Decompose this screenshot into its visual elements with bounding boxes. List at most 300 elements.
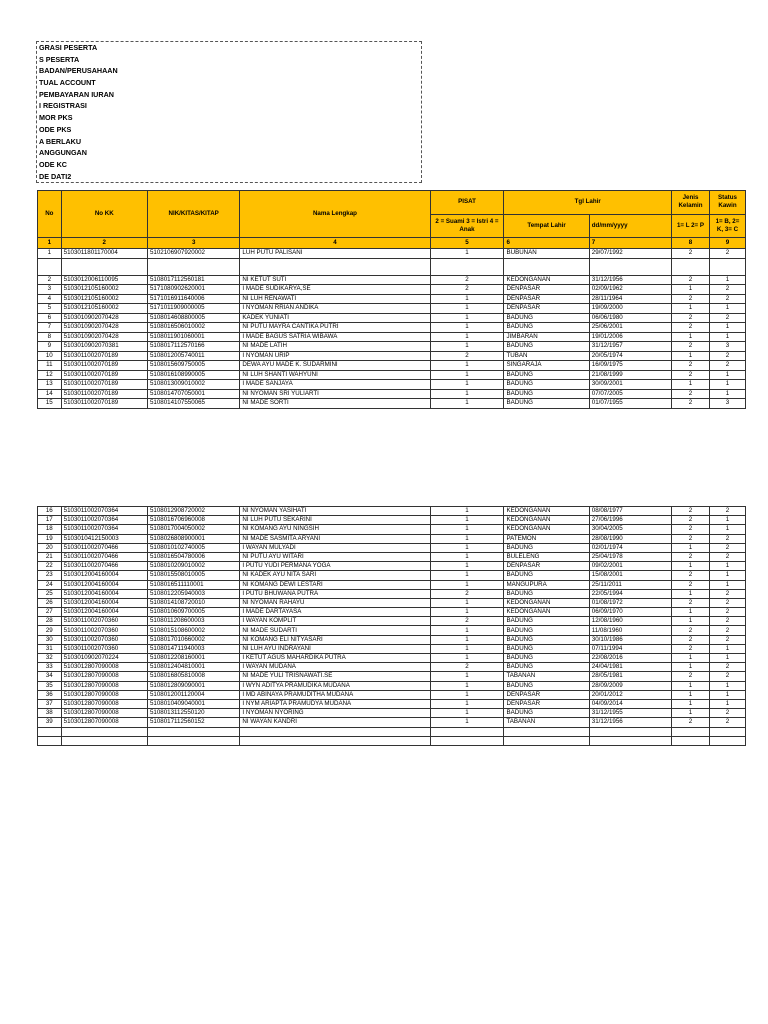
cell-tgl-lahir: 30/09/2001 <box>589 380 671 390</box>
info-label: ODE KC <box>39 159 67 169</box>
cell-jenis-kelamin: 1 <box>671 654 709 663</box>
cell-pisat: 1 <box>430 626 504 635</box>
cell-tempat-lahir: DENPASAR <box>504 562 589 571</box>
cell-nama: I NYOMAN URIP <box>240 351 430 361</box>
cell-status-kawin: 1 <box>709 580 745 589</box>
cell-status-kawin: 2 <box>709 313 745 323</box>
cell-jenis-kelamin: 2 <box>671 672 709 681</box>
cell-jenis-kelamin: 1 <box>671 380 709 390</box>
cell-nik: 5108010409040001 <box>147 699 239 708</box>
table-row <box>38 672 746 681</box>
column-number: 6 <box>504 238 589 249</box>
cell-tempat-lahir: BADUNG <box>504 663 589 672</box>
cell-no: 28 <box>38 617 62 626</box>
table-row <box>38 285 746 295</box>
table-row <box>38 361 746 371</box>
cell-status-kawin: 2 <box>709 709 745 718</box>
info-label: ANGGUNGAN <box>39 148 87 158</box>
participant-table-part1 <box>37 190 746 409</box>
cell-tempat-lahir: DENPASAR <box>504 690 589 699</box>
cell-tgl-lahir: 07/07/2005 <box>589 389 671 399</box>
cell-nik: 5108011901060001 <box>147 332 239 342</box>
cell-no: 17 <box>38 516 62 525</box>
cell-nik: 5108015108600002 <box>147 626 239 635</box>
cell-no-kk: 5103011002070364 <box>61 525 147 534</box>
cell-pisat: 2 <box>430 663 504 672</box>
column-number: 1 <box>38 238 62 249</box>
table-row <box>38 562 746 571</box>
cell-nik: 5108016805810008 <box>147 672 239 681</box>
cell-status-kawin: 1 <box>709 516 745 525</box>
cell-no: 10 <box>38 351 62 361</box>
cell-tgl-lahir: 04/09/2014 <box>589 699 671 708</box>
cell-nik: 5108010209010002 <box>147 562 239 571</box>
info-label: BADAN/PERUSAHAAN <box>39 66 118 76</box>
cell-tgl-lahir: 28/05/1981 <box>589 672 671 681</box>
cell-nama: NI PUTU AYU WITARI <box>240 552 430 561</box>
cell-nama: I MADE DARTAYASA <box>240 608 430 617</box>
cell-nik: 5108011208600003 <box>147 617 239 626</box>
cell-status-kawin: 2 <box>709 351 745 361</box>
cell-status-kawin: 1 <box>709 644 745 653</box>
cell-tempat-lahir: BADUNG <box>504 370 589 380</box>
cell-tempat-lahir: BADUNG <box>504 323 589 333</box>
cell-nama: I PUTU BHUWANA PUTRA <box>240 589 430 598</box>
cell-nama: I MD ABINAYA PRAMUDITHA MUDANA <box>240 690 430 699</box>
cell-no-kk: 5103012807090008 <box>61 681 147 690</box>
cell-tempat-lahir: TUBAN <box>504 351 589 361</box>
table-row <box>38 663 746 672</box>
cell-no-kk: 5103012807090008 <box>61 709 147 718</box>
header-nik: NIK/KITAS/KITAP <box>147 191 239 238</box>
cell-tgl-lahir: 19/09/2000 <box>589 304 671 314</box>
cell-no-kk: 5103012006110095 <box>61 275 147 285</box>
cell-nik: 5108017112560181 <box>147 275 239 285</box>
cell-no-kk: 5103012807090008 <box>61 690 147 699</box>
blank-cell <box>147 258 239 275</box>
cell-tempat-lahir: KEDONGANAN <box>504 507 589 516</box>
cell-jenis-kelamin: 1 <box>671 709 709 718</box>
cell-pisat: 1 <box>430 525 504 534</box>
cell-nik: 5108012205940003 <box>147 589 239 598</box>
cell-jenis-kelamin: 2 <box>671 525 709 534</box>
cell-nik: 5108013009010002 <box>147 380 239 390</box>
cell-no: 6 <box>38 313 62 323</box>
cell-status-kawin: 1 <box>709 323 745 333</box>
cell-jenis-kelamin: 2 <box>671 718 709 727</box>
table-row <box>38 598 746 607</box>
cell-tgl-lahir: 29/07/1992 <box>589 249 671 259</box>
cell-tempat-lahir: DENPASAR <box>504 304 589 314</box>
cell-no-kk: 5103011002070466 <box>61 562 147 571</box>
cell-nik: 5108026808900001 <box>147 534 239 543</box>
cell-nama: NI MADE SASMITA ARYANI <box>240 534 430 543</box>
cell-jenis-kelamin: 1 <box>671 690 709 699</box>
cell-status-kawin: 2 <box>709 589 745 598</box>
cell-tempat-lahir: KEDONGANAN <box>504 525 589 534</box>
cell-nama: I MADE SANJAYA <box>240 380 430 390</box>
cell-nik: 5108012404810001 <box>147 663 239 672</box>
header-jenis-kelamin: Jenis Kelamin <box>671 191 709 215</box>
cell-nik: 5108012208160001 <box>147 654 239 663</box>
cell-tgl-lahir: 08/08/1977 <box>589 507 671 516</box>
cell-tgl-lahir: 30/10/1986 <box>589 635 671 644</box>
cell-jenis-kelamin: 1 <box>671 681 709 690</box>
cell-nik: 5108010102740005 <box>147 543 239 552</box>
cell-no-kk: 5103012004160004 <box>61 580 147 589</box>
cell-no-kk: 5103012807090008 <box>61 672 147 681</box>
cell-no-kk: 5103011002070189 <box>61 361 147 371</box>
blank-cell <box>147 727 239 736</box>
cell-nama: LUH PUTU PALISANI <box>240 249 430 259</box>
cell-pisat: 1 <box>430 699 504 708</box>
cell-nama: NI MADE SUDARTI <box>240 626 430 635</box>
cell-status-kawin: 2 <box>709 626 745 635</box>
blank-cell <box>504 727 589 736</box>
cell-nik: 5108013112550120 <box>147 709 239 718</box>
cell-jenis-kelamin: 2 <box>671 313 709 323</box>
blank-cell <box>430 258 504 275</box>
cell-jenis-kelamin: 2 <box>671 361 709 371</box>
cell-status-kawin: 1 <box>709 380 745 390</box>
cell-no: 5 <box>38 304 62 314</box>
column-number: 4 <box>240 238 430 249</box>
cell-pisat: 1 <box>430 543 504 552</box>
blank-cell <box>240 736 430 745</box>
cell-jenis-kelamin: 2 <box>671 323 709 333</box>
cell-nama: I NYOMAN RRIAN ANDIKA <box>240 304 430 314</box>
cell-no: 27 <box>38 608 62 617</box>
blank-cell <box>61 258 147 275</box>
blank-row <box>38 736 746 745</box>
table-body-part2 <box>38 507 746 746</box>
cell-no-kk: 5103012004160004 <box>61 608 147 617</box>
cell-no-kk: 5103012807090008 <box>61 718 147 727</box>
cell-nik: 5108017010660002 <box>147 635 239 644</box>
cell-pisat: 1 <box>430 598 504 607</box>
cell-pisat: 1 <box>430 342 504 352</box>
cell-nama: I WAYAN MULYADI <box>240 543 430 552</box>
cell-pisat: 1 <box>430 323 504 333</box>
cell-nama: NI LUH SHANTI WAHYUNI <box>240 370 430 380</box>
cell-no-kk: 5103011002070466 <box>61 543 147 552</box>
cell-pisat: 1 <box>430 608 504 617</box>
cell-no: 29 <box>38 626 62 635</box>
header-tgl-lahir: Tgl Lahir <box>504 191 671 215</box>
info-label: I REGISTRASI <box>39 101 87 111</box>
blank-cell <box>671 258 709 275</box>
cell-no: 4 <box>38 294 62 304</box>
cell-no: 22 <box>38 562 62 571</box>
cell-nama: NI LUH PUTU SEKARINI <box>240 516 430 525</box>
cell-no: 20 <box>38 543 62 552</box>
blank-cell <box>709 727 745 736</box>
cell-jenis-kelamin: 2 <box>671 275 709 285</box>
cell-tgl-lahir: 15/08/2001 <box>589 571 671 580</box>
cell-no: 30 <box>38 635 62 644</box>
cell-jenis-kelamin: 1 <box>671 351 709 361</box>
cell-tempat-lahir: KEDONGANAN <box>504 516 589 525</box>
cell-jenis-kelamin: 2 <box>671 294 709 304</box>
cell-pisat: 2 <box>430 285 504 295</box>
cell-nama: NI KOMANG AYU NINGSIH <box>240 525 430 534</box>
cell-tgl-lahir: 06/06/1980 <box>589 313 671 323</box>
cell-tgl-lahir: 25/06/2001 <box>589 323 671 333</box>
cell-no: 32 <box>38 654 62 663</box>
cell-no: 37 <box>38 699 62 708</box>
cell-nik: 5108016706960008 <box>147 516 239 525</box>
cell-nama: I NYOMAN NYORING <box>240 709 430 718</box>
table-row <box>38 552 746 561</box>
blank-cell <box>430 727 504 736</box>
cell-no: 34 <box>38 672 62 681</box>
cell-nik: 5108012005740011 <box>147 351 239 361</box>
blank-row <box>38 727 746 736</box>
cell-no: 18 <box>38 525 62 534</box>
header-sk-sub: 1= B, 2= K, 3= C <box>709 214 745 238</box>
cell-status-kawin: 1 <box>709 332 745 342</box>
cell-tempat-lahir: BADUNG <box>504 342 589 352</box>
cell-pisat: 1 <box>430 332 504 342</box>
table-row <box>38 370 746 380</box>
cell-tempat-lahir: BULELENG <box>504 552 589 561</box>
blank-cell <box>589 258 671 275</box>
cell-no-kk: 5103010902070224 <box>61 654 147 663</box>
cell-pisat: 1 <box>430 516 504 525</box>
header-no: No <box>38 191 62 238</box>
blank-cell <box>38 736 62 745</box>
header-pisat-sub: 2 = Suami 3 = Istri 4 = Anak <box>430 214 504 238</box>
table-row <box>38 699 746 708</box>
info-label: ODE PKS <box>39 124 72 134</box>
cell-tempat-lahir: BADUNG <box>504 389 589 399</box>
cell-pisat: 1 <box>430 399 504 409</box>
cell-jenis-kelamin: 1 <box>671 617 709 626</box>
cell-tgl-lahir: 01/08/1972 <box>589 598 671 607</box>
cell-tempat-lahir: KEDONGANAN <box>504 598 589 607</box>
cell-pisat: 1 <box>430 361 504 371</box>
cell-jenis-kelamin: 2 <box>671 580 709 589</box>
cell-nik: 5108016108990005 <box>147 370 239 380</box>
cell-no-kk: 5103011002070364 <box>61 516 147 525</box>
cell-pisat: 1 <box>430 709 504 718</box>
column-number: 9 <box>709 238 745 249</box>
table-row <box>38 275 746 285</box>
cell-tgl-lahir: 31/12/1955 <box>589 709 671 718</box>
cell-no-kk: 5103011002070360 <box>61 626 147 635</box>
cell-tempat-lahir: DENPASAR <box>504 699 589 708</box>
cell-tempat-lahir: DENPASAR <box>504 285 589 295</box>
cell-jenis-kelamin: 2 <box>671 626 709 635</box>
cell-nik: 5108012908720002 <box>147 507 239 516</box>
cell-pisat: 2 <box>430 275 504 285</box>
cell-tempat-lahir: TABANAN <box>504 718 589 727</box>
header-nama: Nama Lengkap <box>240 191 430 238</box>
cell-nama: NI MADE LATIH <box>240 342 430 352</box>
cell-jenis-kelamin: 1 <box>671 332 709 342</box>
info-label-list <box>37 42 421 182</box>
cell-nik: 5108017112570166 <box>147 342 239 352</box>
cell-tempat-lahir: BADUNG <box>504 709 589 718</box>
cell-tempat-lahir: BADUNG <box>504 654 589 663</box>
cell-no: 13 <box>38 380 62 390</box>
cell-no: 33 <box>38 663 62 672</box>
cell-no-kk: 5103011002070189 <box>61 380 147 390</box>
cell-no: 2 <box>38 275 62 285</box>
header-pisat: PISAT <box>430 191 504 215</box>
column-number: 5 <box>430 238 504 249</box>
cell-tgl-lahir: 07/11/1994 <box>589 644 671 653</box>
participant-table-part2 <box>37 506 746 746</box>
cell-nik: 5108012809090001 <box>147 681 239 690</box>
cell-status-kawin: 2 <box>709 249 745 259</box>
cell-tgl-lahir: 24/04/1981 <box>589 663 671 672</box>
cell-nama: I WYN ADITYA PRAMUDIKA MUDANA <box>240 681 430 690</box>
cell-tempat-lahir: BADUNG <box>504 589 589 598</box>
cell-no-kk: 5103011002070360 <box>61 635 147 644</box>
cell-tgl-lahir: 30/04/2005 <box>589 525 671 534</box>
cell-status-kawin: 1 <box>709 681 745 690</box>
cell-tempat-lahir: BADUNG <box>504 571 589 580</box>
cell-no: 19 <box>38 534 62 543</box>
cell-no-kk: 5103011002070189 <box>61 370 147 380</box>
table-row <box>38 249 746 259</box>
table-row <box>38 294 746 304</box>
table-row <box>38 608 746 617</box>
cell-tgl-lahir: 16/09/1975 <box>589 361 671 371</box>
blank-cell <box>709 736 745 745</box>
info-label: MOR PKS <box>39 113 73 123</box>
table-row <box>38 718 746 727</box>
cell-nama: NI LUH RENAWATI <box>240 294 430 304</box>
cell-tempat-lahir: BADUNG <box>504 635 589 644</box>
cell-no-kk: 5103012105160002 <box>61 304 147 314</box>
cell-nik: 5108012001120004 <box>147 690 239 699</box>
cell-pisat: 1 <box>430 644 504 653</box>
cell-status-kawin: 2 <box>709 543 745 552</box>
cell-tgl-lahir: 11/08/1960 <box>589 626 671 635</box>
table-row <box>38 342 746 352</box>
cell-nama: I MADE BAGUS SATRIA WIBAWA <box>240 332 430 342</box>
cell-jenis-kelamin: 1 <box>671 589 709 598</box>
cell-pisat: 1 <box>430 304 504 314</box>
column-number: 2 <box>61 238 147 249</box>
table-row <box>38 389 746 399</box>
cell-tgl-lahir: 28/08/1990 <box>589 534 671 543</box>
blank-cell <box>589 727 671 736</box>
cell-jenis-kelamin: 2 <box>671 342 709 352</box>
cell-nik: 5102106907920002 <box>147 249 239 259</box>
cell-tgl-lahir: 22/08/2016 <box>589 654 671 663</box>
cell-nik: 5171080902620001 <box>147 285 239 295</box>
cell-pisat: 1 <box>430 718 504 727</box>
blank-cell <box>504 736 589 745</box>
cell-tempat-lahir: BADUNG <box>504 543 589 552</box>
cell-nama: NI NYOMAN RAHAYU <box>240 598 430 607</box>
cell-tgl-lahir: 22/05/1994 <box>589 589 671 598</box>
table-row <box>38 351 746 361</box>
cell-jenis-kelamin: 2 <box>671 635 709 644</box>
blank-cell <box>430 736 504 745</box>
blank-cell <box>504 258 589 275</box>
cell-tgl-lahir: 31/12/1956 <box>589 275 671 285</box>
cell-no: 39 <box>38 718 62 727</box>
cell-pisat: 1 <box>430 635 504 644</box>
cell-nama: NI KOMANG ELI NITYASARI <box>240 635 430 644</box>
cell-tgl-lahir: 25/04/1978 <box>589 552 671 561</box>
cell-status-kawin: 3 <box>709 399 745 409</box>
cell-nik: 5108014107550065 <box>147 399 239 409</box>
blank-cell <box>240 258 430 275</box>
cell-pisat: 2 <box>430 617 504 626</box>
table-body-part1 <box>38 249 746 409</box>
cell-tempat-lahir: TABANAN <box>504 672 589 681</box>
table-row <box>38 690 746 699</box>
cell-jenis-kelamin: 1 <box>671 608 709 617</box>
cell-tempat-lahir: BADUNG <box>504 626 589 635</box>
info-label: S PESERTA <box>39 54 80 64</box>
cell-status-kawin: 1 <box>709 690 745 699</box>
table-row <box>38 534 746 543</box>
cell-jenis-kelamin: 2 <box>671 598 709 607</box>
cell-jenis-kelamin: 2 <box>671 534 709 543</box>
table-row <box>38 626 746 635</box>
cell-tempat-lahir: PATEMON <box>504 534 589 543</box>
cell-no: 35 <box>38 681 62 690</box>
cell-jenis-kelamin: 2 <box>671 507 709 516</box>
table-row <box>38 635 746 644</box>
cell-jenis-kelamin: 2 <box>671 249 709 259</box>
cell-status-kawin: 2 <box>709 718 745 727</box>
cell-nik: 5108014707050001 <box>147 389 239 399</box>
cell-nama: I NYM ARIAPTA PRAMUDYA MUDANA <box>240 699 430 708</box>
cell-pisat: 1 <box>430 571 504 580</box>
info-label: DE DATI2 <box>39 171 72 181</box>
cell-jenis-kelamin: 2 <box>671 516 709 525</box>
column-number: 7 <box>589 238 671 249</box>
cell-nama: NI KETUT SUTI <box>240 275 430 285</box>
cell-pisat: 1 <box>430 534 504 543</box>
cell-no: 23 <box>38 571 62 580</box>
cell-status-kawin: 2 <box>709 598 745 607</box>
cell-tgl-lahir: 21/08/1999 <box>589 370 671 380</box>
cell-status-kawin: 1 <box>709 525 745 534</box>
cell-no-kk: 5103011002070189 <box>61 399 147 409</box>
blank-cell <box>671 736 709 745</box>
cell-no-kk: 5103012105160002 <box>61 285 147 295</box>
cell-status-kawin: 2 <box>709 635 745 644</box>
cell-tgl-lahir: 31/12/1957 <box>589 342 671 352</box>
cell-no: 3 <box>38 285 62 295</box>
cell-no: 1 <box>38 249 62 259</box>
cell-nama: DEWA AYU MADE K. SUDARMINI <box>240 361 430 371</box>
table-row <box>38 380 746 390</box>
cell-nik: 5108016506010002 <box>147 323 239 333</box>
table-row <box>38 617 746 626</box>
cell-tempat-lahir: JIMBARAN <box>504 332 589 342</box>
cell-nama: NI MADE SORTI <box>240 399 430 409</box>
cell-no-kk: 5103011002070360 <box>61 617 147 626</box>
cell-status-kawin: 2 <box>709 617 745 626</box>
cell-nama: NI PUTU MAYRA CANTIKA PUTRI <box>240 323 430 333</box>
cell-tgl-lahir: 20/01/2012 <box>589 690 671 699</box>
cell-no-kk: 5103011801170004 <box>61 249 147 259</box>
cell-tgl-lahir: 06/09/1970 <box>589 608 671 617</box>
cell-no: 15 <box>38 399 62 409</box>
cell-no-kk: 5103012004160004 <box>61 589 147 598</box>
cell-no: 38 <box>38 709 62 718</box>
cell-nik: 5108016511110001 <box>147 580 239 589</box>
